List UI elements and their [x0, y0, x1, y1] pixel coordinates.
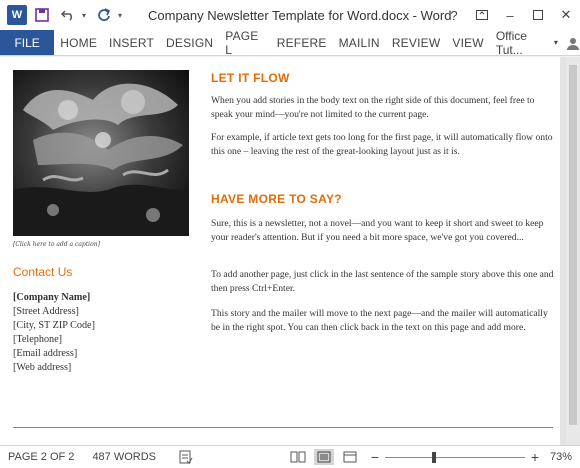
word-logo-icon[interactable] — [7, 5, 27, 25]
telephone: [Telephone] — [13, 334, 63, 345]
page-count[interactable]: PAGE 2 OF 2 — [8, 451, 75, 463]
quick-access-toolbar — [0, 0, 125, 30]
story-heading-2: HAVE MORE TO SAY? — [211, 192, 342, 206]
proofing-icon[interactable] — [176, 449, 196, 465]
zoom-in-button[interactable]: + — [530, 449, 540, 465]
repeat-icon[interactable] — [93, 4, 115, 26]
city-state-zip: [City, ST ZIP Code] — [13, 320, 95, 331]
tab-view[interactable]: VIEW — [452, 35, 484, 50]
contact-details[interactable] — [13, 291, 95, 375]
contact-heading: Contact Us — [13, 265, 73, 279]
chevron-down-icon: ▾ — [553, 38, 558, 47]
word-count[interactable]: 487 WORDS — [92, 451, 157, 463]
user-account[interactable] — [496, 30, 580, 55]
ribbon-tabs — [0, 30, 580, 56]
scrollbar-thumb[interactable] — [569, 65, 577, 425]
photo-caption[interactable]: [Click here to add a caption] — [13, 241, 100, 248]
status-bar — [0, 445, 580, 468]
zoom-level[interactable]: 73% — [549, 451, 572, 463]
document-page[interactable] — [0, 57, 560, 445]
avatar-icon[interactable] — [566, 36, 580, 50]
story-paragraph-1: When you add stories in the body text on the right side of this document, feel free to speak your mind—you're not limited to the current page. — [211, 95, 535, 120]
tab-references[interactable]: REFERE — [276, 35, 327, 50]
web-address: [Web address] — [13, 362, 72, 373]
customize-toolbar-icon[interactable]: ▾ — [117, 10, 122, 20]
maximize-icon[interactable] — [524, 0, 552, 30]
vertical-scrollbar[interactable] — [566, 57, 580, 445]
story-paragraph-2: For example, if article text gets too long for the first page, it will automatically flow onto this one – leaving the rest of the great-looking layout just as it is. — [211, 132, 553, 157]
zoom-slider-thumb[interactable] — [432, 452, 436, 463]
read-mode-icon[interactable] — [288, 449, 308, 465]
document-area — [0, 57, 566, 445]
divider — [13, 427, 553, 428]
user-name: Office Tut... — [495, 28, 527, 57]
tab-design[interactable]: DESIGN — [166, 35, 214, 50]
undo-icon[interactable] — [57, 4, 79, 26]
ribbon-display-icon[interactable] — [468, 0, 496, 30]
tab-page-layout[interactable]: PAGE L — [225, 28, 259, 57]
close-button[interactable]: ✕ — [560, 7, 572, 22]
tab-file[interactable]: FILE — [0, 30, 54, 55]
email-address: [Email address] — [13, 348, 78, 359]
zoom-out-button[interactable]: − — [370, 449, 380, 465]
company-name: [Company Name] — [13, 292, 91, 303]
street-address: [Street Address] — [13, 306, 79, 317]
word-logo-letter: W — [11, 9, 23, 21]
story-paragraph-5: This story and the mailer will move to the next page—and the mailer will automatically be in the right spot. You can then click back in the text on this page and add more. — [211, 308, 548, 333]
story-paragraph-4: To add another page, just click in the last sentence of the sample story above this one and then press Ctrl+Enter. — [211, 269, 554, 294]
undo-dropdown-icon[interactable]: ▾ — [81, 10, 86, 20]
zoom-slider[interactable] — [385, 457, 525, 458]
newsletter-photo[interactable] — [13, 70, 189, 236]
save-icon[interactable] — [31, 4, 53, 26]
print-layout-icon[interactable] — [314, 449, 334, 465]
title-bar — [0, 0, 580, 30]
story-heading-1: LET IT FLOW — [211, 71, 290, 85]
tab-insert[interactable]: INSERT — [109, 35, 155, 50]
minimize-button[interactable]: – — [506, 7, 514, 23]
web-layout-icon[interactable] — [340, 449, 360, 465]
window-title: Company Newsletter Template for Word.docx - Word — [148, 8, 452, 23]
story-paragraph-3: Sure, this is a newsletter, not a novel—and you want to keep it short and sweet to keep your reader's attention. But if you need a bit more space, we've got you covered... — [211, 218, 544, 243]
tab-review[interactable]: REVIEW — [391, 35, 441, 50]
window-controls — [440, 0, 580, 30]
help-button[interactable]: ? — [450, 7, 458, 23]
tab-mailings[interactable]: MAILIN — [338, 35, 380, 50]
tab-home[interactable]: HOME — [60, 35, 98, 50]
